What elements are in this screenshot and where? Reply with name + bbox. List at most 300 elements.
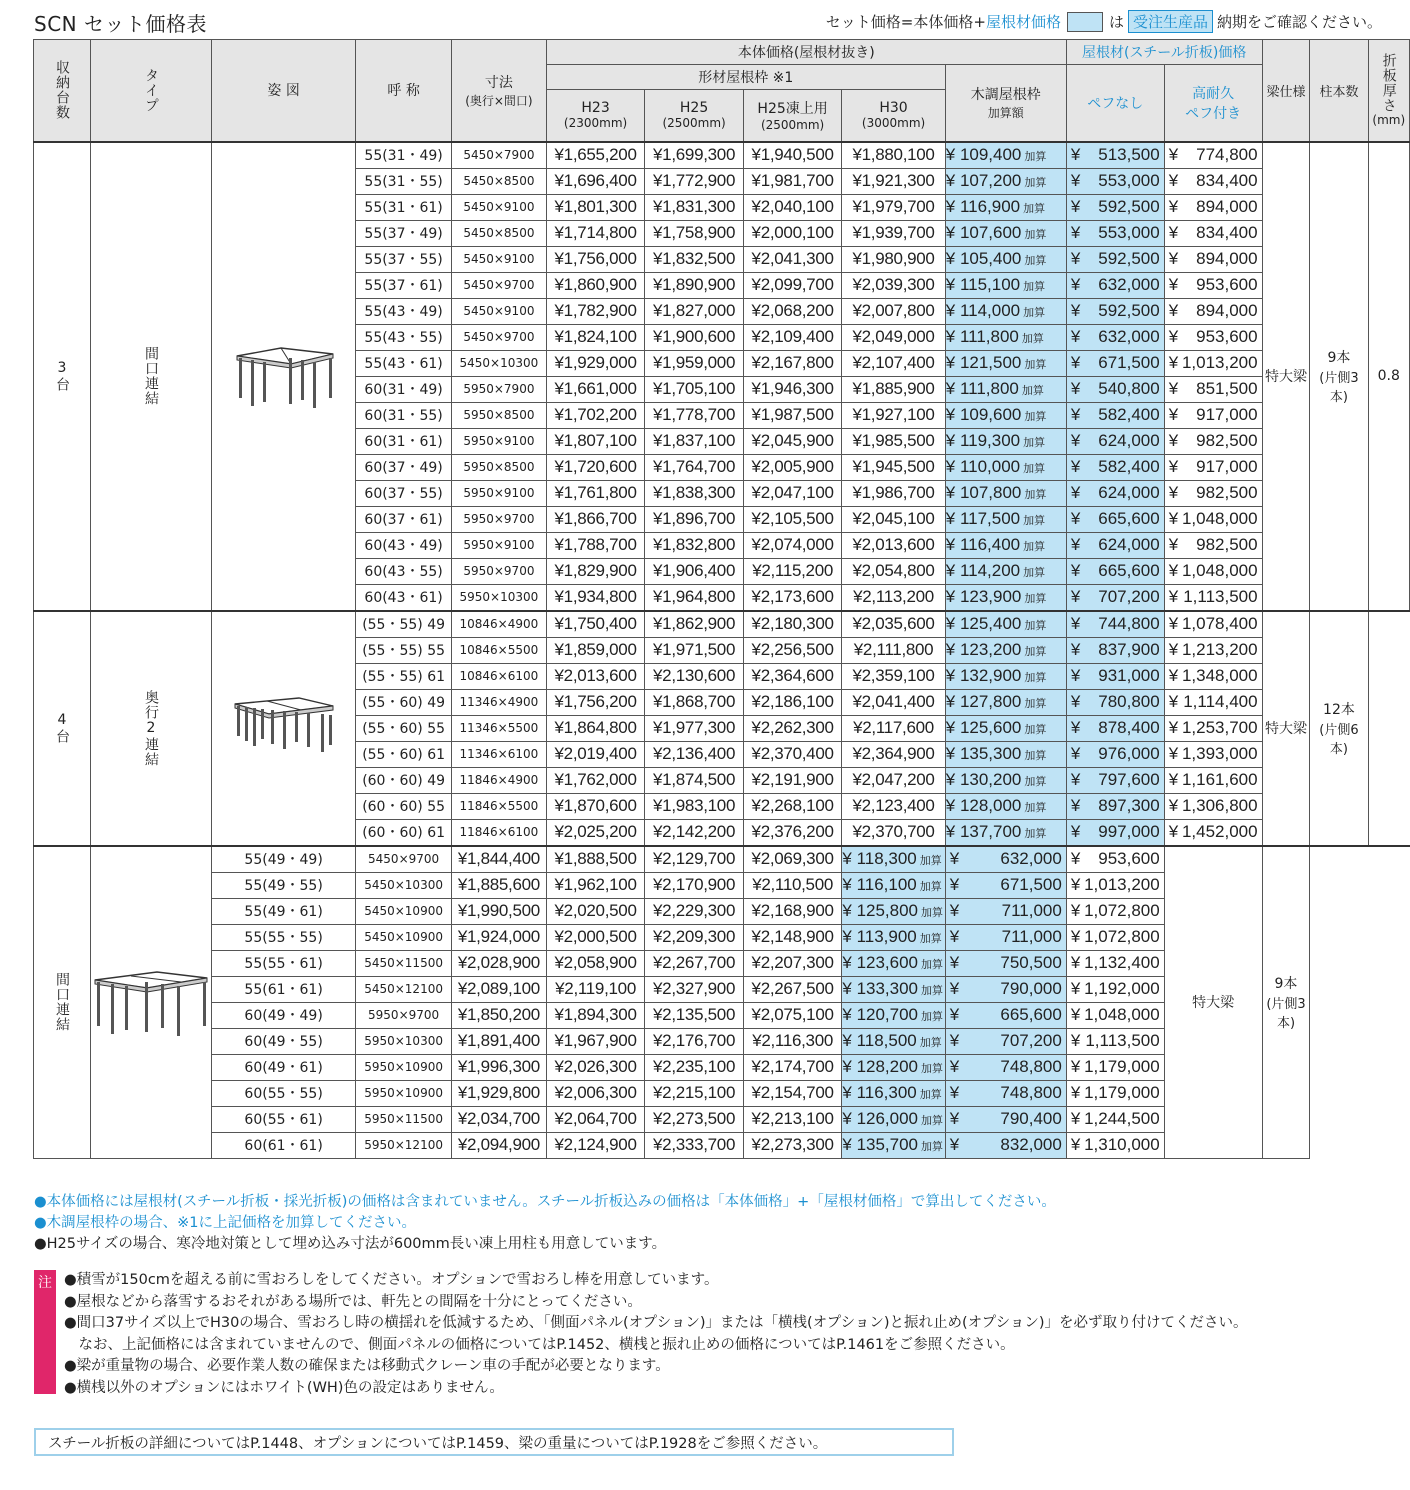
roof-price-nopef	[1066, 715, 1164, 741]
yen-sign: ¥	[1168, 561, 1179, 580]
beam-spec: 特大梁	[1262, 611, 1310, 846]
price-cell: ¥1,971,500	[645, 637, 744, 663]
yen-sign: ¥	[842, 1135, 852, 1154]
price-cell: ¥2,005,900	[743, 454, 842, 480]
price-cell: ¥2,267,500	[743, 976, 842, 1002]
model-name: (55・55) 55	[356, 637, 452, 663]
add-label: 加算	[919, 933, 942, 945]
roof-amount: 1,132,400	[1084, 953, 1160, 972]
roof-price-nopef	[1066, 819, 1164, 846]
add-label: 加算	[1024, 359, 1047, 371]
yen-sign: ¥	[949, 1135, 960, 1154]
price-cell: ¥1,850,200	[451, 1002, 546, 1028]
wood-frame-add	[842, 950, 945, 976]
yen-sign: ¥	[945, 770, 956, 789]
yen-sign: ¥	[1070, 223, 1081, 242]
roof-amount: 1,078,400	[1181, 614, 1258, 633]
roof-amount: 1,310,000	[1084, 1135, 1160, 1154]
structure-figure	[212, 611, 356, 846]
wood-add-amount: 114,200	[959, 561, 1021, 580]
roof-amount: 834,400	[1196, 223, 1258, 242]
wood-add-amount: 126,000	[856, 1109, 919, 1128]
add-label: 加算	[1024, 724, 1047, 736]
roof-amount: 953,600	[1196, 275, 1258, 294]
dimensions: 5950×9100	[451, 428, 546, 454]
dimensions: 5450×7900	[451, 142, 546, 169]
price-cell: ¥1,859,000	[546, 637, 645, 663]
dimensions: 11846×5500	[451, 793, 546, 819]
roof-amount: 894,000	[1196, 249, 1258, 268]
roof-price-pef	[1164, 819, 1262, 846]
dimensions: 5950×10900	[356, 1080, 452, 1106]
price-cell: ¥2,034,700	[451, 1106, 546, 1132]
price-cell: ¥1,945,500	[842, 454, 945, 480]
price-cell: ¥2,176,700	[645, 1028, 744, 1054]
yen-sign: ¥	[1168, 249, 1179, 268]
roof-amount: 513,500	[1098, 145, 1160, 164]
price-cell: ¥2,041,400	[842, 689, 945, 715]
header-roof-a: ペフなし	[1066, 65, 1164, 142]
price-cell: ¥1,831,300	[645, 194, 744, 220]
roof-price-nopef	[1066, 298, 1164, 324]
yen-sign: ¥	[945, 561, 956, 580]
add-label: 加算	[921, 985, 944, 997]
add-label: 加算	[921, 1141, 944, 1153]
dimensions: 11846×6100	[451, 819, 546, 846]
type-label: 間口連結	[54, 972, 70, 1032]
price-cell: ¥1,890,900	[645, 272, 744, 298]
model-name: (55・55) 49	[356, 611, 452, 638]
roof-amount: 671,500	[1000, 875, 1062, 894]
model-name: (55・60) 49	[356, 689, 452, 715]
model-name: (60・60) 49	[356, 767, 452, 793]
yen-sign: ¥	[949, 953, 960, 972]
roof-price-pef	[1164, 168, 1262, 194]
roof-amount: 878,400	[1098, 718, 1160, 737]
roof-amount: 632,000	[1098, 275, 1160, 294]
price-cell: ¥1,929,000	[546, 350, 645, 376]
yen-sign: ¥	[1070, 587, 1081, 606]
wood-add-amount: 137,700	[959, 822, 1022, 841]
price-cell: ¥1,750,400	[546, 611, 645, 638]
structure-figure	[91, 846, 212, 1159]
roof-price-pef	[1066, 1002, 1164, 1028]
price-cell: ¥1,870,600	[546, 793, 645, 819]
yen-sign: ¥	[1070, 770, 1081, 789]
yen-sign: ¥	[1070, 1057, 1081, 1076]
yen-sign: ¥	[1168, 796, 1179, 815]
wood-frame-add	[945, 584, 1066, 611]
roof-price-pef	[1164, 767, 1262, 793]
wood-frame-add	[842, 976, 945, 1002]
roof-amount: 1,072,800	[1084, 927, 1160, 946]
roof-price-nopef	[945, 898, 1066, 924]
beam-spec: 特大梁	[1262, 142, 1310, 611]
wood-add-amount: 121,500	[959, 353, 1022, 372]
dimensions: 5450×9100	[451, 298, 546, 324]
price-cell: ¥2,235,100	[645, 1054, 744, 1080]
caution-lines	[56, 1270, 1248, 1399]
price-cell: ¥1,844,400	[451, 846, 546, 873]
price-cell: ¥1,756,200	[546, 689, 645, 715]
roof-amount: 1,179,000	[1084, 1083, 1160, 1102]
wood-frame-add	[945, 793, 1066, 819]
roof-price-nopef	[945, 1080, 1066, 1106]
wood-frame-add	[945, 272, 1066, 298]
yen-sign: ¥	[945, 171, 956, 190]
price-cell: ¥2,142,200	[645, 819, 744, 846]
roof-amount: 774,800	[1196, 145, 1258, 164]
roof-amount: 1,192,000	[1084, 979, 1160, 998]
price-cell: ¥2,105,500	[743, 506, 842, 532]
post-count-value: 9本	[1274, 976, 1298, 992]
price-cell: ¥1,864,800	[546, 715, 645, 741]
roof-amount: 671,500	[1098, 353, 1160, 372]
header-roof-price: 屋根材(スチール折板)価格	[1066, 40, 1262, 65]
header-h30: H30 (3000mm)	[842, 90, 945, 142]
wood-frame-add	[945, 663, 1066, 689]
yen-sign: ¥	[945, 301, 956, 320]
add-label: 加算	[919, 855, 942, 867]
dimensions: 10846×5500	[451, 637, 546, 663]
yen-sign: ¥	[949, 849, 960, 868]
yen-sign: ¥	[1070, 744, 1081, 763]
legend-suffix: 納期をご確認ください。	[1216, 13, 1382, 31]
add-label: 加算	[1024, 489, 1047, 501]
type-label: 奥行2連結	[143, 689, 159, 767]
caution-tag: 注	[34, 1270, 56, 1394]
dimensions: 5450×10300	[451, 350, 546, 376]
roof-amount: 1,213,200	[1181, 640, 1258, 659]
price-cell: ¥2,124,900	[546, 1132, 645, 1158]
price-cell: ¥2,267,700	[645, 950, 744, 976]
yen-sign: ¥	[1070, 666, 1081, 685]
wood-add-amount: 127,800	[959, 692, 1022, 711]
yen-sign: ¥	[1070, 275, 1081, 294]
add-label: 加算	[921, 907, 944, 919]
price-cell: ¥2,136,400	[645, 741, 744, 767]
roof-amount: 851,500	[1196, 379, 1258, 398]
formula-prefix: セット価格=本体価格+	[825, 13, 986, 31]
wood-add-amount: 107,200	[959, 171, 1022, 190]
wood-frame-add	[945, 428, 1066, 454]
price-cell: ¥2,039,300	[842, 272, 945, 298]
price-cell: ¥1,756,000	[546, 246, 645, 272]
legend-color-swatch	[1067, 12, 1103, 32]
roof-amount: 1,306,800	[1181, 796, 1258, 815]
price-cell: ¥1,837,100	[645, 428, 744, 454]
table-row	[34, 846, 1410, 873]
wood-frame-add	[945, 715, 1066, 741]
wood-add-amount: 116,100	[856, 875, 917, 894]
yen-sign: ¥	[842, 849, 852, 868]
price-cell: ¥2,123,400	[842, 793, 945, 819]
price-cell: ¥2,130,600	[645, 663, 744, 689]
roof-price-nopef	[1066, 532, 1164, 558]
wood-frame-add	[945, 767, 1066, 793]
price-cell: ¥2,028,900	[451, 950, 546, 976]
price-cell: ¥2,069,300	[743, 846, 842, 873]
roof-price-nopef	[945, 1028, 1066, 1054]
yen-sign: ¥	[842, 1005, 852, 1024]
yen-sign: ¥	[1070, 171, 1081, 190]
wood-frame-add	[945, 689, 1066, 715]
roof-price-pef	[1164, 611, 1262, 638]
wood-frame-add	[842, 872, 945, 898]
roof-price-pef	[1164, 246, 1262, 272]
roof-amount: 711,000	[1001, 901, 1062, 920]
yen-sign: ¥	[945, 666, 956, 685]
caution-line: なお、上記価格には含まれていませんので、側面パネルの価格についてはP.1452、横桟と振れ止めの価格についてはP.1461をご参照ください。	[64, 1336, 1015, 1353]
price-cell: ¥2,273,300	[743, 1132, 842, 1158]
price-cell: ¥1,940,500	[743, 142, 842, 169]
model-name: (60・60) 55	[356, 793, 452, 819]
price-cell: ¥2,045,900	[743, 428, 842, 454]
roof-amount: 837,900	[1098, 640, 1160, 659]
roof-price-pef	[1164, 793, 1262, 819]
add-label: 加算	[1023, 515, 1046, 527]
roof-price-nopef	[1066, 142, 1164, 169]
price-cell: ¥2,174,700	[743, 1054, 842, 1080]
wood-frame-add	[945, 611, 1066, 638]
yen-sign: ¥	[1070, 249, 1081, 268]
roof-amount: 1,013,200	[1181, 353, 1258, 372]
add-label: 加算	[1023, 281, 1046, 293]
price-cell: ¥1,761,800	[546, 480, 645, 506]
price-cell: ¥2,007,800	[842, 298, 945, 324]
model-name: 55(43・49)	[356, 298, 452, 324]
yen-sign: ¥	[1070, 1005, 1081, 1024]
price-cell: ¥2,359,100	[842, 663, 945, 689]
roof-amount: 707,200	[1000, 1031, 1062, 1050]
wood-frame-add	[945, 246, 1066, 272]
add-label: 加算	[1024, 593, 1047, 605]
roof-amount: 790,000	[1000, 979, 1062, 998]
yen-sign: ¥	[945, 249, 956, 268]
roof-price-nopef	[1066, 454, 1164, 480]
yen-sign: ¥	[1070, 822, 1081, 841]
model-name: 55(37・49)	[356, 220, 452, 246]
structure-figure	[212, 142, 356, 611]
roof-price-nopef	[1066, 246, 1164, 272]
price-cell: ¥2,047,100	[743, 480, 842, 506]
price-cell: ¥2,256,500	[743, 637, 842, 663]
legend-ha: は	[1108, 13, 1124, 31]
roof-price-pef	[1164, 194, 1262, 220]
dimensions: 5950×11500	[356, 1106, 452, 1132]
roof-price-pef	[1066, 950, 1164, 976]
dimensions: 5450×9100	[451, 246, 546, 272]
price-cell: ¥1,924,000	[451, 924, 546, 950]
add-label: 加算	[1024, 646, 1047, 658]
yen-sign: ¥	[1168, 535, 1179, 554]
roof-amount: 582,400	[1098, 457, 1160, 476]
caution-line: ●梁が重量物の場合、必要作業人数の確保または移動式クレーン車の手配が必要となります。	[64, 1358, 670, 1374]
price-cell: ¥2,213,100	[743, 1106, 842, 1132]
wood-add-amount: 123,200	[959, 640, 1022, 659]
dimensions: 11346×5500	[451, 715, 546, 741]
model-name: 60(43・49)	[356, 532, 452, 558]
model-name: 60(61・61)	[212, 1132, 356, 1158]
price-cell: ¥1,655,200	[546, 142, 645, 169]
wood-add-amount: 116,300	[856, 1083, 917, 1102]
table-group	[34, 846, 1410, 1159]
wood-add-amount: 110,000	[959, 457, 1021, 476]
yen-sign: ¥	[842, 875, 852, 894]
roof-price-pef	[1066, 872, 1164, 898]
post-count-sub: (片側3本)	[1266, 997, 1306, 1031]
price-cell: ¥1,885,900	[842, 376, 945, 402]
yen-sign: ¥	[1070, 640, 1081, 659]
dimensions: 5450×9100	[451, 194, 546, 220]
yen-sign: ¥	[1070, 614, 1081, 633]
yen-sign: ¥	[1168, 692, 1179, 711]
roof-amount: 953,600	[1098, 849, 1160, 868]
roof-price-pef	[1164, 506, 1262, 532]
dimensions: 10846×4900	[451, 611, 546, 638]
price-cell: ¥2,006,300	[546, 1080, 645, 1106]
model-name: 55(49・55)	[212, 872, 356, 898]
roof-amount: 790,400	[1000, 1109, 1062, 1128]
yen-sign: ¥	[1070, 692, 1081, 711]
roof-price-nopef	[945, 1106, 1066, 1132]
roof-price-nopef	[945, 872, 1066, 898]
yen-sign: ¥	[1070, 431, 1081, 450]
roof-amount: 592,500	[1098, 197, 1160, 216]
dimensions: 5950×10900	[356, 1054, 452, 1080]
wood-add-amount: 125,600	[959, 718, 1022, 737]
price-cell: ¥2,215,100	[645, 1080, 744, 1106]
yen-sign: ¥	[1168, 822, 1179, 841]
wood-add-amount: 118,300	[856, 849, 917, 868]
dimensions: 5450×10900	[356, 898, 452, 924]
price-cell: ¥1,782,900	[546, 298, 645, 324]
roof-price-nopef	[945, 924, 1066, 950]
yen-sign: ¥	[1168, 587, 1179, 606]
roof-price-pef	[1066, 924, 1164, 950]
wood-frame-add	[945, 819, 1066, 846]
wood-frame-add	[945, 350, 1066, 376]
wood-frame-add	[945, 142, 1066, 169]
model-name: 55(55・55)	[212, 924, 356, 950]
price-cell: ¥2,186,100	[743, 689, 842, 715]
price-formula-note	[826, 10, 1382, 33]
roof-price-pef	[1066, 1080, 1164, 1106]
dimensions: 5950×9700	[451, 558, 546, 584]
yen-sign: ¥	[1070, 509, 1081, 528]
wood-add-amount: 113,900	[856, 927, 917, 946]
price-cell: ¥2,262,300	[743, 715, 842, 741]
yen-sign: ¥	[949, 1031, 960, 1050]
model-name: 60(49・61)	[212, 1054, 356, 1080]
roof-price-nopef	[1066, 506, 1164, 532]
price-cell: ¥2,376,200	[743, 819, 842, 846]
add-label: 加算	[1023, 541, 1046, 553]
price-cell: ¥2,040,100	[743, 194, 842, 220]
roof-price-pef	[1164, 142, 1262, 169]
wood-add-amount: 107,600	[959, 223, 1022, 242]
legend-made-to-order: 受注生産品	[1128, 10, 1213, 33]
wood-add-amount: 109,400	[959, 145, 1022, 164]
yen-sign: ¥	[1070, 718, 1081, 737]
wood-frame-add	[842, 1080, 945, 1106]
price-cell: ¥1,996,300	[451, 1054, 546, 1080]
price-cell: ¥2,115,200	[743, 558, 842, 584]
roof-amount: 632,000	[1000, 849, 1062, 868]
yen-sign: ¥	[842, 1083, 852, 1102]
yen-sign: ¥	[1168, 171, 1179, 190]
yen-sign: ¥	[842, 979, 852, 998]
price-cell: ¥2,020,500	[546, 898, 645, 924]
price-cell: ¥1,758,900	[645, 220, 744, 246]
roof-price-nopef	[1066, 611, 1164, 638]
price-cell: ¥2,370,700	[842, 819, 945, 846]
wood-add-amount: 130,200	[959, 770, 1022, 789]
yen-sign: ¥	[949, 1083, 960, 1102]
price-cell: ¥2,180,300	[743, 611, 842, 638]
add-label: 加算	[1023, 307, 1046, 319]
note-line: ●H25サイズの場合、寒冷地対策として埋め込み寸法が600mm長い凍上用柱も用意しています。	[34, 1236, 667, 1252]
roof-amount: 1,253,700	[1181, 718, 1258, 737]
roof-price-pef	[1164, 298, 1262, 324]
header-h25: H25 (2500mm)	[645, 90, 744, 142]
yen-sign: ¥	[945, 405, 956, 424]
price-cell: ¥1,829,900	[546, 558, 645, 584]
header-roof-b: 高耐久 ペフ付き	[1164, 65, 1262, 142]
roof-price-pef	[1066, 1132, 1164, 1158]
yen-sign: ¥	[945, 145, 956, 164]
table-row	[34, 611, 1410, 638]
model-name: 60(37・49)	[356, 454, 452, 480]
table-row	[34, 142, 1410, 169]
dimensions: 5450×9700	[451, 324, 546, 350]
price-cell: ¥2,173,600	[743, 584, 842, 611]
wood-frame-add	[842, 1054, 945, 1080]
price-cell: ¥2,273,500	[645, 1106, 744, 1132]
model-name: 60(43・61)	[356, 584, 452, 611]
yen-sign: ¥	[1168, 640, 1179, 659]
roof-amount: 1,013,200	[1084, 875, 1160, 894]
dimensions: 5450×9700	[451, 272, 546, 298]
price-cell: ¥2,209,300	[645, 924, 744, 950]
price-cell: ¥1,874,500	[645, 767, 744, 793]
roof-price-pef	[1066, 1054, 1164, 1080]
roof-price-nopef	[945, 846, 1066, 873]
price-cell: ¥1,801,300	[546, 194, 645, 220]
roof-amount: 917,000	[1196, 405, 1258, 424]
yen-sign: ¥	[1168, 275, 1179, 294]
yen-sign: ¥	[1168, 327, 1179, 346]
yen-sign: ¥	[1070, 379, 1081, 398]
price-cell: ¥1,896,700	[645, 506, 744, 532]
roof-price-pef	[1164, 532, 1262, 558]
price-cell: ¥1,832,800	[645, 532, 744, 558]
price-cell: ¥2,075,100	[743, 1002, 842, 1028]
wood-frame-add	[842, 924, 945, 950]
roof-amount: 582,400	[1098, 405, 1160, 424]
model-name: 55(31・55)	[356, 168, 452, 194]
price-cell: ¥2,013,600	[842, 532, 945, 558]
roof-price-pef	[1066, 1106, 1164, 1132]
wood-add-amount: 128,000	[959, 796, 1022, 815]
wood-add-amount: 132,900	[959, 666, 1022, 685]
add-label: 加算	[1024, 750, 1047, 762]
yen-sign: ¥	[945, 509, 956, 528]
yen-sign: ¥	[1168, 457, 1179, 476]
yen-sign: ¥	[945, 379, 956, 398]
wood-frame-add	[945, 532, 1066, 558]
roof-amount: 1,048,000	[1084, 1005, 1160, 1024]
